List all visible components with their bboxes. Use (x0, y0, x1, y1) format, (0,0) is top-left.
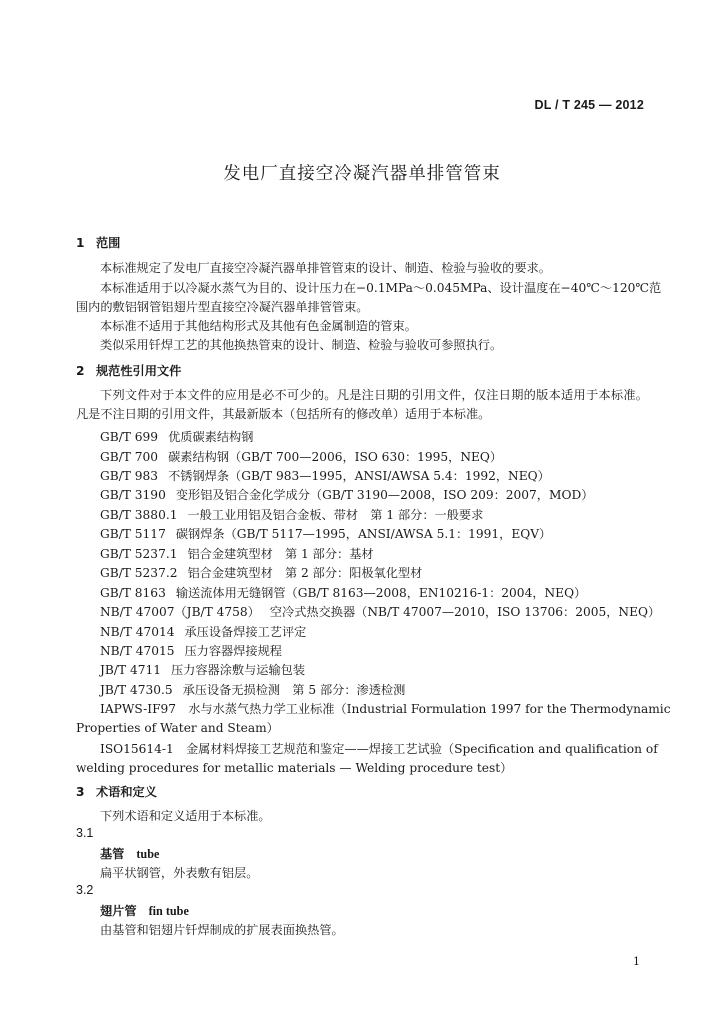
paragraph: 本标准不适用于其他结构形式及其他有色金属制造的管束。 (100, 319, 417, 333)
paragraph (100, 279, 662, 296)
paragraph-line: 下列文件对于本文件的应用是必不可少的。凡是注日期的引用文件，仅注日期的版本适用于本标准。 (100, 388, 648, 402)
term-cn: 翅片管 (100, 904, 137, 918)
reference-item (100, 623, 306, 640)
reference-code: JB/T 4730.5 (100, 683, 173, 697)
section-number: 1 (76, 236, 85, 250)
reference-item (100, 681, 405, 698)
page-number: 1 (633, 955, 640, 968)
reference-item (100, 428, 253, 445)
reference-code: GB/T 5237.1 (100, 547, 178, 561)
term-cn: 基管 (100, 847, 125, 861)
reference-item (100, 545, 374, 562)
paragraph: 本标准规定了发电厂直接空冷凝汽器单排管管束的设计、制造、检验与验收的要求。 (100, 261, 551, 275)
term-definition: 由基管和铝翅片钎焊制成的扩展表面换热管。 (100, 923, 344, 937)
section-number: 2 (76, 364, 85, 378)
reference-code: GB/T 5237.2 (100, 566, 178, 580)
reference-title: 压力容器涂敷与运输包装 (170, 663, 306, 677)
reference-code: GB/T 699 (100, 430, 159, 444)
paragraph-continuation: 围内的敷铝钢管铝翅片型直接空冷凝汽器单排管管束。 (76, 300, 369, 314)
term-heading (100, 902, 189, 919)
paragraph-continuation: 凡是不注日期的引用文件，其最新版本（包括所有的修改单）适用于本标准。 (76, 407, 491, 421)
paragraph (100, 386, 648, 403)
reference-line: IAPWS-IF97 水与水蒸气热力学工业标准（Industrial Formulation 1997 for the Thermodynamic (100, 702, 671, 716)
reference-title: 承压设备无损检测 第 5 部分：渗透检测 (182, 683, 406, 697)
reference-code: NB/T 47014 (100, 625, 175, 639)
reference-item (100, 642, 282, 659)
reference-title: 输送流体用无缝钢管（GB/T 8163—2008，EN10216-1：2004，NEQ） (175, 586, 587, 600)
section-title: 规范性引用文件 (96, 364, 182, 378)
section-3-heading (76, 783, 157, 800)
reference-item (100, 506, 483, 523)
reference-item (100, 603, 660, 620)
reference-code: GB/T 8163 (100, 586, 166, 600)
paragraph: 类似采用钎焊工艺的其他换热管束的设计、制造、检验与验收可参照执行。 (100, 338, 503, 352)
reference-code: GB/T 983 (100, 469, 159, 483)
reference-title: 铝合金建筑型材 第 2 部分：阳极氧化型材 (187, 566, 423, 580)
section-title: 术语和定义 (96, 785, 157, 799)
reference-title: 一般工业用铝及铝合金板、带材 第 1 部分：一般要求 (187, 508, 484, 522)
term-heading (100, 845, 159, 862)
reference-title: 承压设备焊接工艺评定 (184, 625, 307, 639)
reference-item (100, 700, 671, 717)
section-1-heading (76, 234, 120, 251)
reference-title: 不锈钢焊条（GB/T 983—1995，ANSI/AWSA 5.4：1992，NEQ） (168, 469, 550, 483)
reference-item (100, 525, 551, 542)
reference-code: NB/T 47015 (100, 644, 175, 658)
reference-code: GB/T 5117 (100, 527, 166, 541)
reference-title: 变形铝及铝合金化学成分（GB/T 3190—2008，ISO 209：2007，MOD） (175, 488, 594, 502)
reference-item (100, 467, 550, 484)
standard-code: DL / T 245 — 2012 (534, 98, 644, 112)
reference-title: 铝合金建筑型材 第 1 部分：基材 (187, 547, 374, 561)
reference-item (100, 584, 586, 601)
reference-code: GB/T 3880.1 (100, 508, 178, 522)
term-number: 3.1 (76, 826, 94, 840)
section-title: 范围 (96, 236, 121, 250)
reference-item (100, 564, 422, 581)
section-2-heading (76, 362, 181, 379)
reference-continuation: welding procedures for metallic materials — Welding procedure test） (76, 761, 513, 775)
reference-item (100, 661, 305, 678)
term-definition: 扁平状钢管，外表敷有铝层。 (100, 866, 259, 880)
reference-item (100, 740, 658, 757)
reference-code: JB/T 4711 (100, 663, 161, 677)
section-number: 3 (76, 785, 85, 799)
reference-code: NB/T 47007（JB/T 4758） (100, 605, 260, 619)
reference-title: 压力容器焊接规程 (184, 644, 282, 658)
reference-item (100, 486, 593, 503)
reference-code: GB/T 700 (100, 450, 159, 464)
reference-title: 碳素结构钢（GB/T 700—2006，ISO 630：1995，NEQ） (168, 450, 503, 464)
reference-title: 优质碳素结构钢 (168, 430, 254, 444)
document-title: 发电厂直接空冷凝汽器单排管管束 (223, 164, 501, 184)
reference-continuation: Properties of Water and Steam） (76, 721, 279, 735)
paragraph: 下列术语和定义适用于本标准。 (100, 809, 271, 823)
term-en: tube (136, 847, 160, 861)
reference-line: ISO15614-1 金属材料焊接工艺规范和鉴定——焊接工艺试验（Specification and qualification of (100, 742, 658, 756)
term-en: fin tube (148, 904, 189, 918)
paragraph-line: 本标准适用于以冷凝水蒸气为目的、设计压力在−0.1MPa～0.045MPa、设计温度在−40℃～120℃范 (100, 281, 662, 295)
reference-title: 碳钢焊条（GB/T 5117—1995，ANSI/AWSA 5.1：1991，EQV） (175, 527, 552, 541)
reference-code: GB/T 3190 (100, 488, 166, 502)
reference-title: 空冷式热交换器（NB/T 47007—2010，ISO 13706：2005，NEQ） (269, 605, 661, 619)
reference-item (100, 448, 502, 465)
term-number: 3.2 (76, 883, 94, 897)
